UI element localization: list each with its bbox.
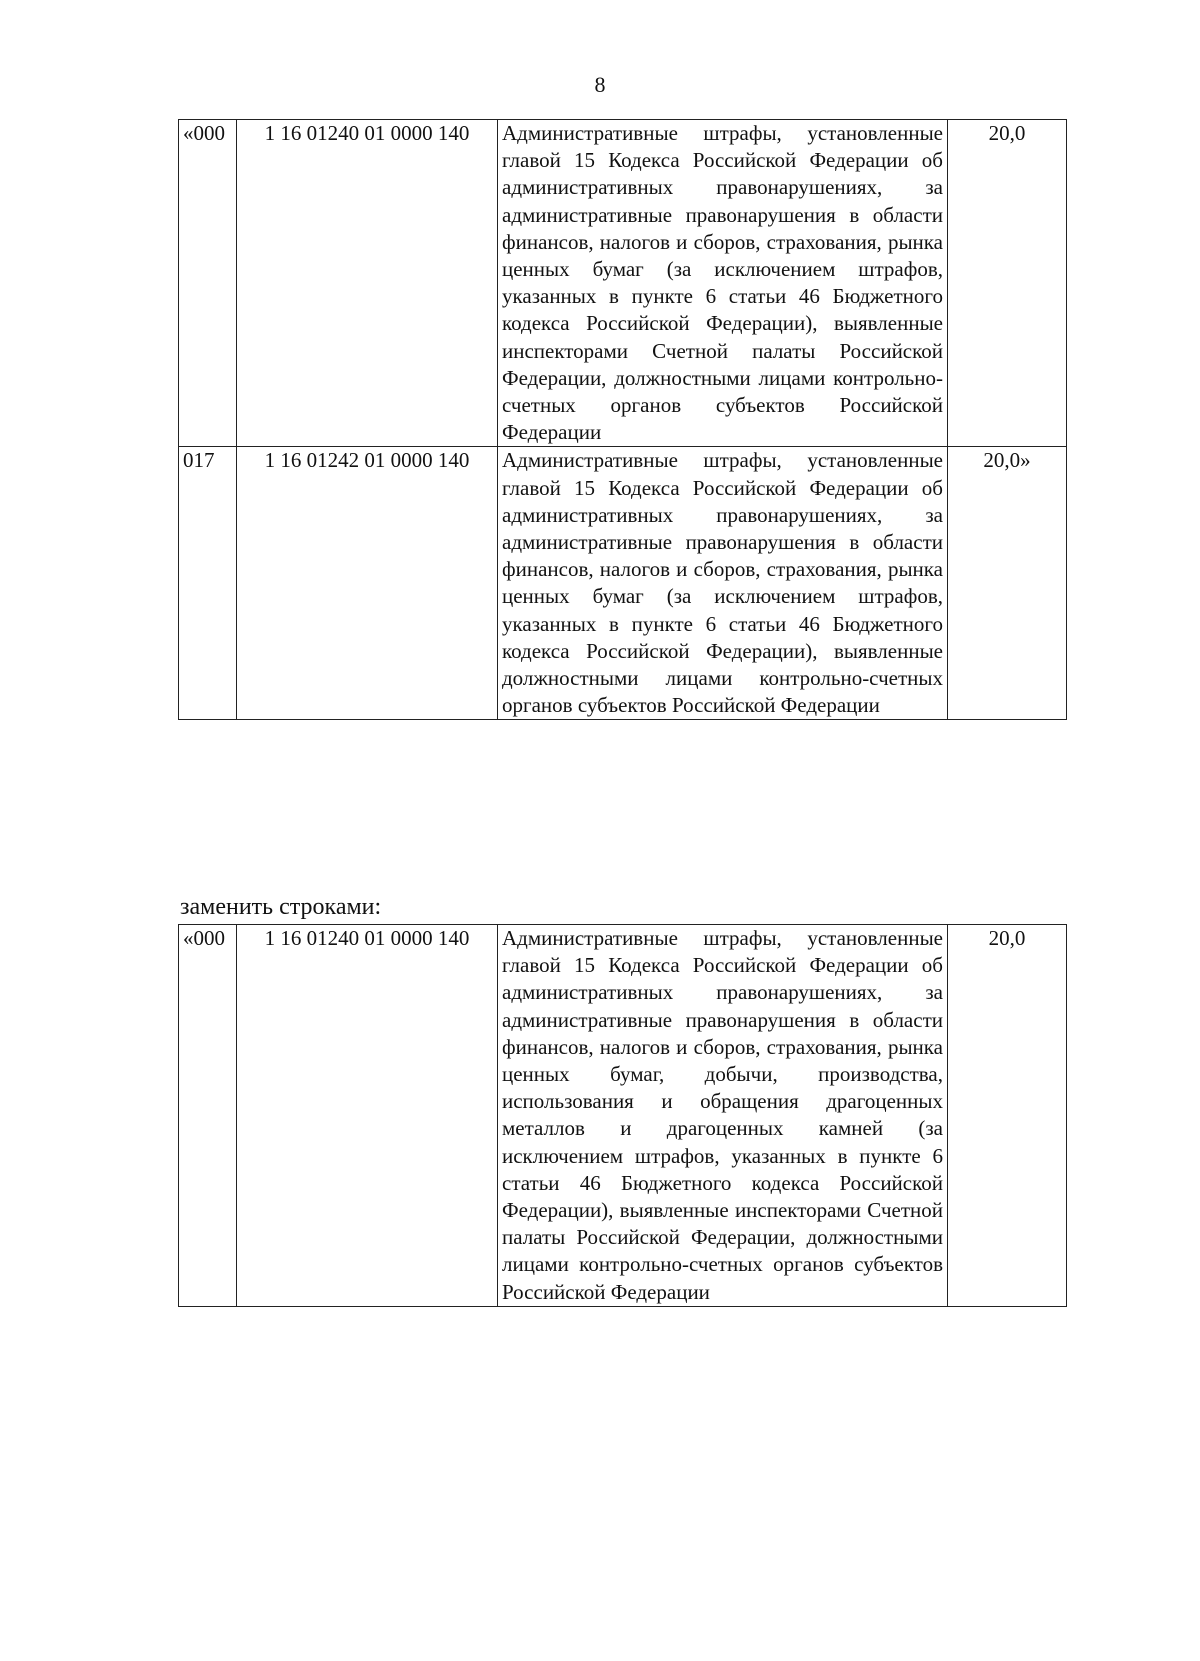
- revenue-description-cell: Административные штрафы, установленные главой 15 Кодекса Российской Федерации об административных правонарушениях, за административные правонарушения в области финансов, налогов и сборов, страхования, рынка ценных бумаг (за исключением штрафов, указанных в пункте 6 статьи 46 Бюджетного кодекса Российской Федерации), выявленные должностными лицами контрольно-счетных органов субъектов Российской Федерации: [498, 447, 948, 720]
- replace-instruction: заменить строками:: [180, 894, 382, 920]
- budget-classification-code-cell: 1 16 01240 01 0000 140: [237, 925, 498, 1307]
- budget-revenue-table-old: [178, 119, 1067, 720]
- table-row: [179, 925, 1067, 1307]
- page-number: 8: [594, 72, 606, 97]
- amount-cell: 20,0»: [948, 447, 1067, 720]
- table-row: [179, 120, 1067, 447]
- table-row: [179, 447, 1067, 720]
- admin-code-cell: «000: [179, 925, 237, 1307]
- budget-classification-code-cell: 1 16 01242 01 0000 140: [237, 447, 498, 720]
- revenue-description-cell: Административные штрафы, установленные главой 15 Кодекса Российской Федерации об административных правонарушениях, за административные правонарушения в области финансов, налогов и сборов, страхования, рынка ценных бумаг, добычи, производства, использования и обращения драгоценных металлов и драгоценных камней (за исключением штрафов, указанных в пункте 6 статьи 46 Бюджетного кодекса Российской Федерации), выявленные инспекторами Счетной палаты Российской Федерации, должностными лицами контрольно-счетных органов субъектов Российской Федерации: [498, 925, 948, 1307]
- admin-code-cell: «000: [179, 120, 237, 447]
- admin-code-cell: 017: [179, 447, 237, 720]
- budget-revenue-table-new: [178, 924, 1067, 1307]
- revenue-description-cell: Административные штрафы, установленные главой 15 Кодекса Российской Федерации об административных правонарушениях, за административные правонарушения в области финансов, налогов и сборов, страхования, рынка ценных бумаг (за исключением штрафов, указанных в пункте 6 статьи 46 Бюджетного кодекса Российской Федерации), выявленные инспекторами Счетной палаты Российской Федерации, должностными лицами контрольно-счетных органов субъектов Российской Федерации: [498, 120, 948, 447]
- amount-cell: 20,0: [948, 925, 1067, 1307]
- budget-classification-code-cell: 1 16 01240 01 0000 140: [237, 120, 498, 447]
- amount-cell: 20,0: [948, 120, 1067, 447]
